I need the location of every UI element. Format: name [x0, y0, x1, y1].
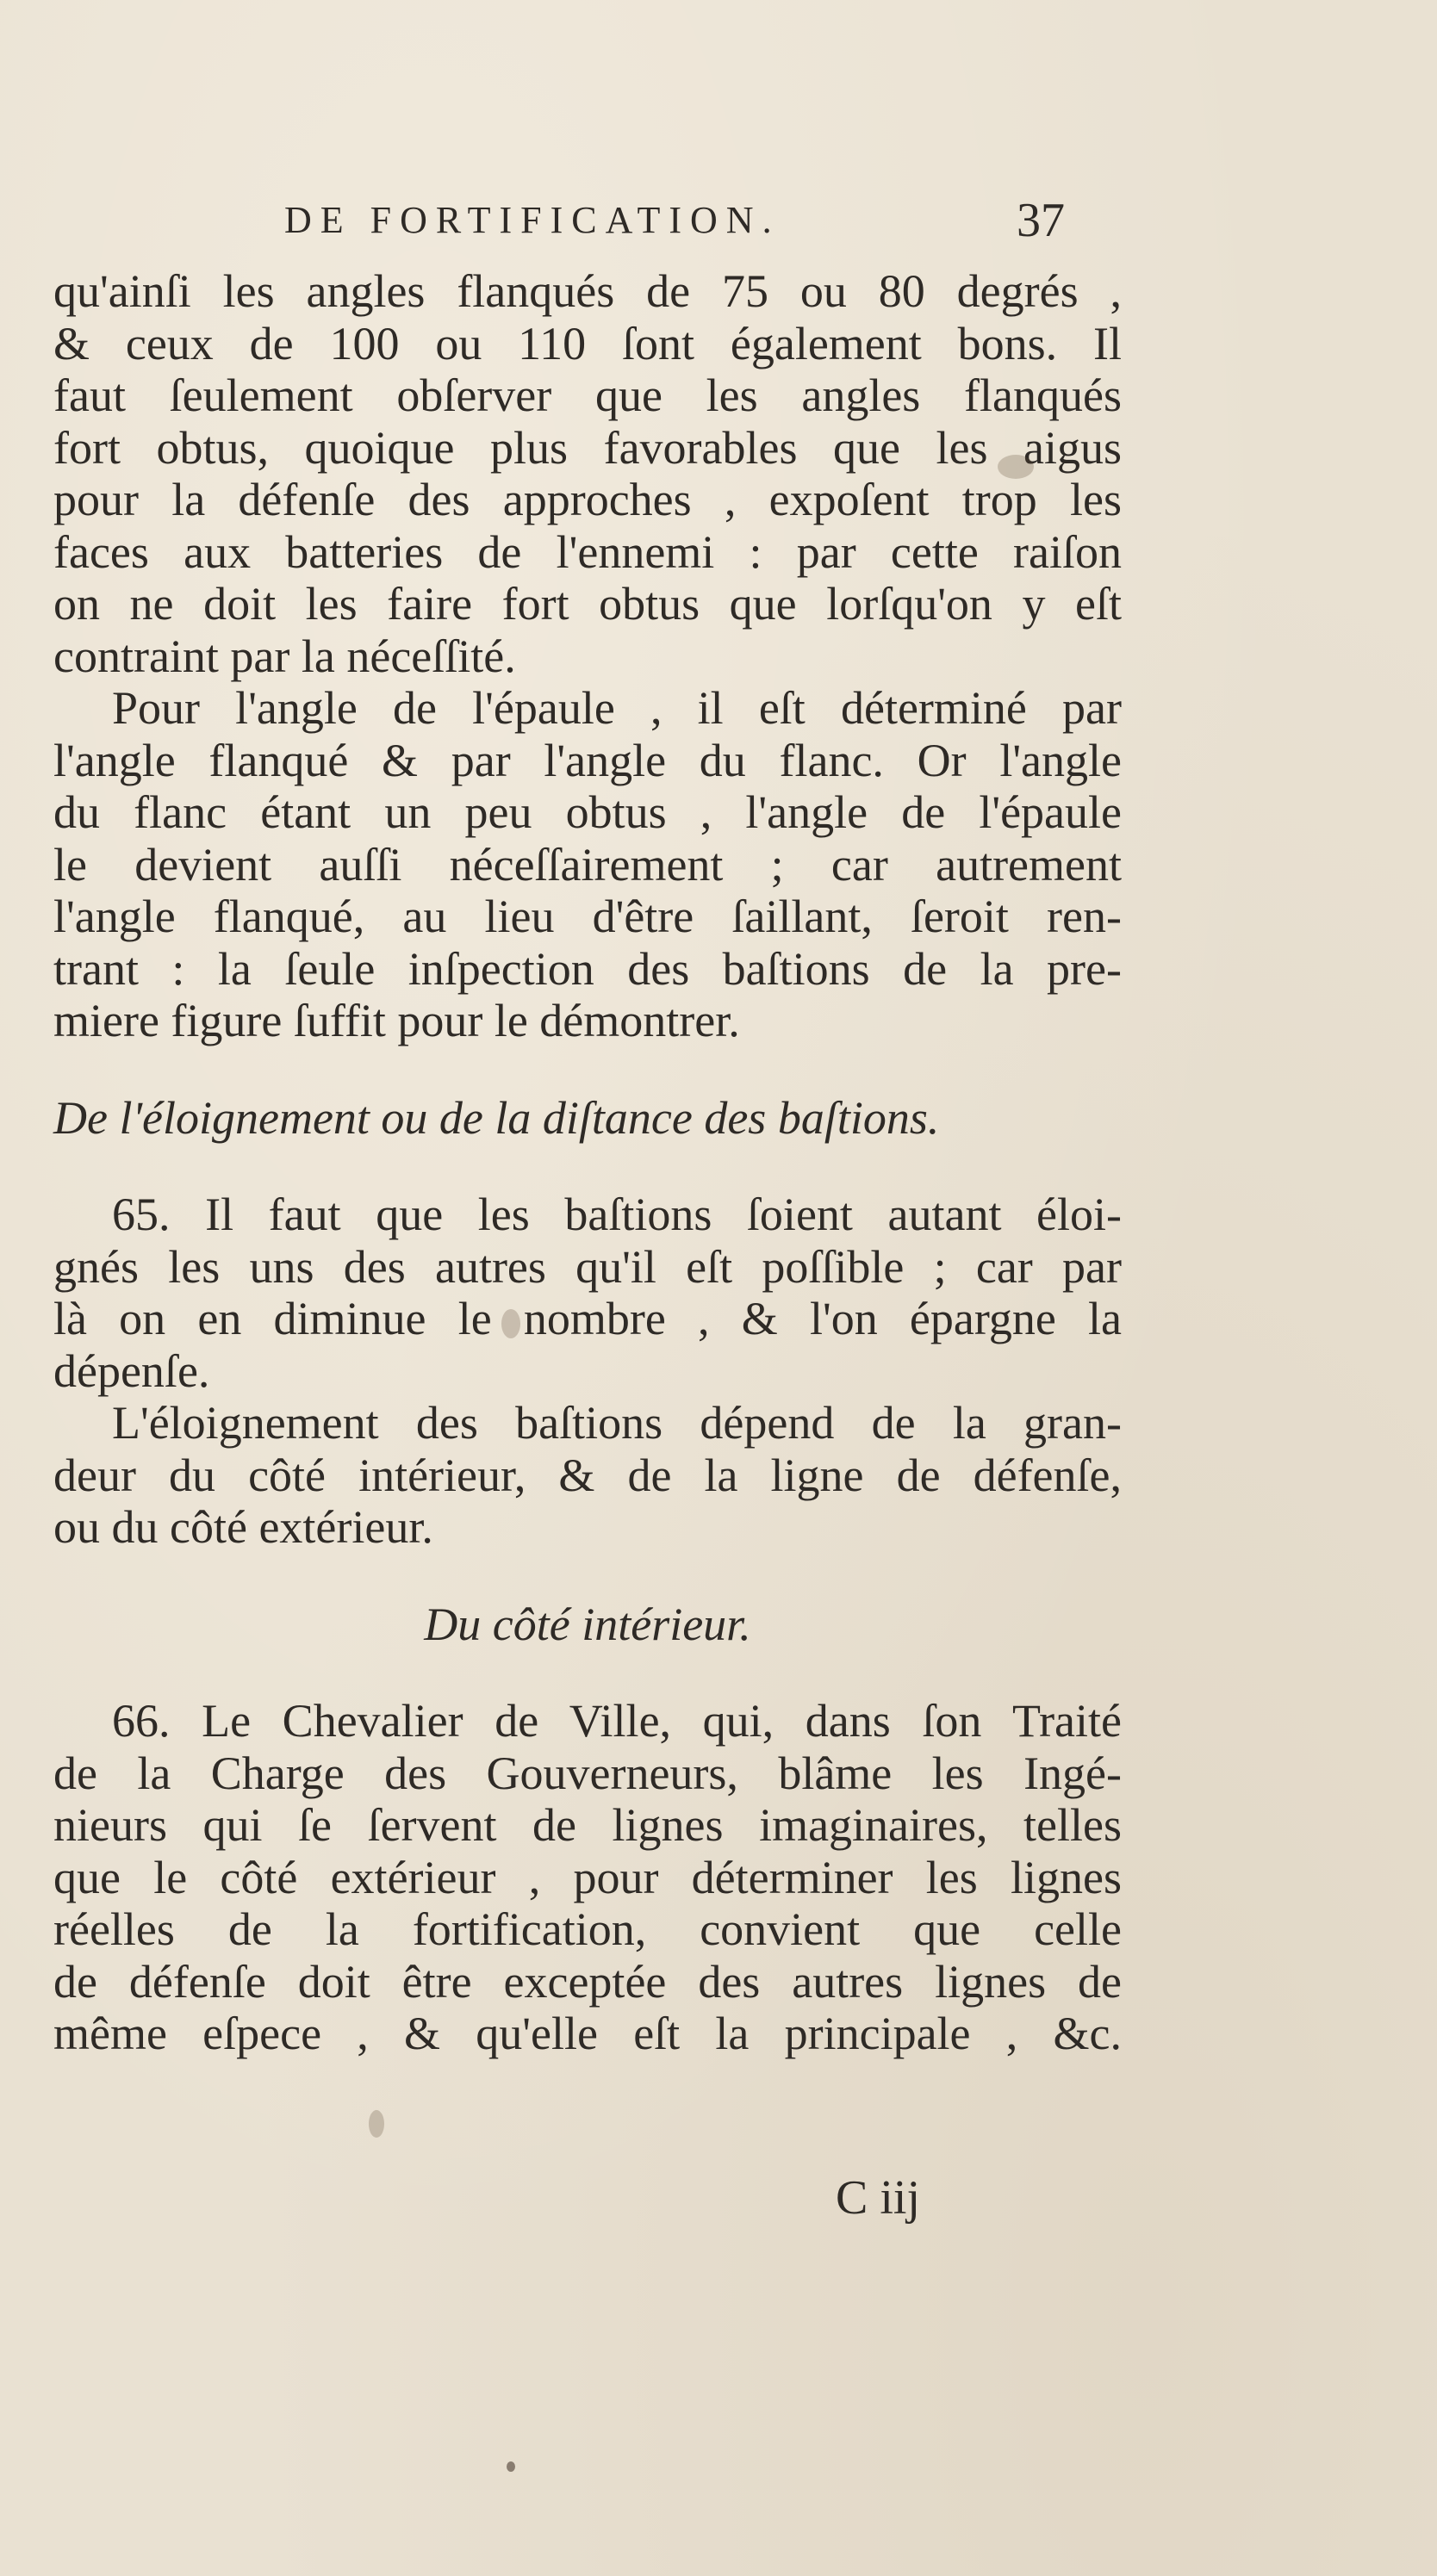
text-line: réelles de la fortification, convient que celle: [53, 1903, 1122, 1955]
body-text: [53, 265, 1122, 2060]
text-line: & ceux de 100 ou 110 ſont également bons. Il: [53, 317, 1122, 369]
text-line: trant : la ſeule inſpection des baſtions de la pre-: [53, 942, 1122, 995]
paragraph-3: [53, 1189, 1122, 1397]
text-line: qu'ainſi les angles flanqués de 75 ou 80 degrés ,: [53, 265, 1122, 317]
running-head: DE FORTIFICATION.: [284, 199, 781, 241]
signature-mark: C iij: [836, 2171, 921, 2225]
text-line: l'angle flanqué, au lieu d'être ſaillant, ſeroit ren-: [53, 891, 1122, 942]
text-line: 65. Il faut que les baſtions ſoient autant éloi-: [112, 1189, 1122, 1240]
text-line: de défenſe doit être exceptée des autres lignes de: [53, 1955, 1122, 2008]
text-line: deur du côté intérieur, & de la ligne de défenſe,: [53, 1449, 1122, 1501]
text-line: L'éloignement des baſtions dépend de la gran-: [112, 1397, 1122, 1449]
ink-spot: [369, 2110, 384, 2138]
text-line: miere figure ſuffit pour le démontrer.: [53, 995, 740, 1046]
text-line: contraint par la néceſſité.: [53, 630, 516, 682]
ink-spot: [998, 455, 1034, 479]
text-line: de la Charge des Gouverneurs, blâme les Ingé-: [53, 1747, 1122, 1799]
text-line: Pour l'angle de l'épaule , il eſt déterminé par: [112, 682, 1122, 734]
paragraph-5: [53, 1695, 1122, 2060]
text-line: même eſpece , & qu'elle eſt la principale , &c.: [53, 2008, 1122, 2059]
paragraph-1: [53, 265, 1122, 682]
paragraph-2: [53, 682, 1122, 1047]
section-heading-distance: De l'éloignement ou de la diſtance des baſtions.: [53, 1091, 940, 1144]
text-line: faces aux batteries de l'ennemi : par cette raiſon: [53, 525, 1122, 578]
text-line: le devient auſſi néceſſairement ; car autrement: [53, 838, 1122, 891]
text-line: pour la défenſe des approches , expoſent trop les: [53, 474, 1122, 525]
text-line: 66. Le Chevalier de Ville, qui, dans ſon Traité: [112, 1695, 1122, 1747]
text-line: là on en diminue le nombre , & l'on épargne la: [53, 1293, 1122, 1344]
section-heading-interior-side: Du côté intérieur.: [424, 1598, 751, 1650]
text-line: gnés les uns des autres qu'il eſt poſſible ; car par: [53, 1240, 1122, 1293]
page-header: [284, 194, 1111, 267]
text-line: l'angle flanqué & par l'angle du flanc. Or l'angle: [53, 734, 1122, 786]
text-line: on ne doit les faire fort obtus que lorſqu'on y eſt: [53, 578, 1122, 630]
text-line: nieurs qui ſe ſervent de lignes imaginaires, telles: [53, 1799, 1122, 1851]
paragraph-4: [53, 1397, 1122, 1554]
text-line: dépenſe.: [53, 1344, 210, 1397]
text-line: faut ſeulement obſerver que les angles flanqués: [53, 369, 1122, 421]
text-line: du flanc étant un peu obtus , l'angle de l'épaule: [53, 786, 1122, 838]
ink-spot: [507, 2461, 515, 2472]
text-line: ou du côté extérieur.: [53, 1501, 433, 1553]
text-line: fort obtus, quoique plus favorables que les aigus: [53, 421, 1122, 474]
ink-spot: [501, 1309, 520, 1338]
text-line: que le côté extérieur , pour déterminer les lignes: [53, 1851, 1122, 1903]
page-number: 37: [1017, 194, 1065, 247]
